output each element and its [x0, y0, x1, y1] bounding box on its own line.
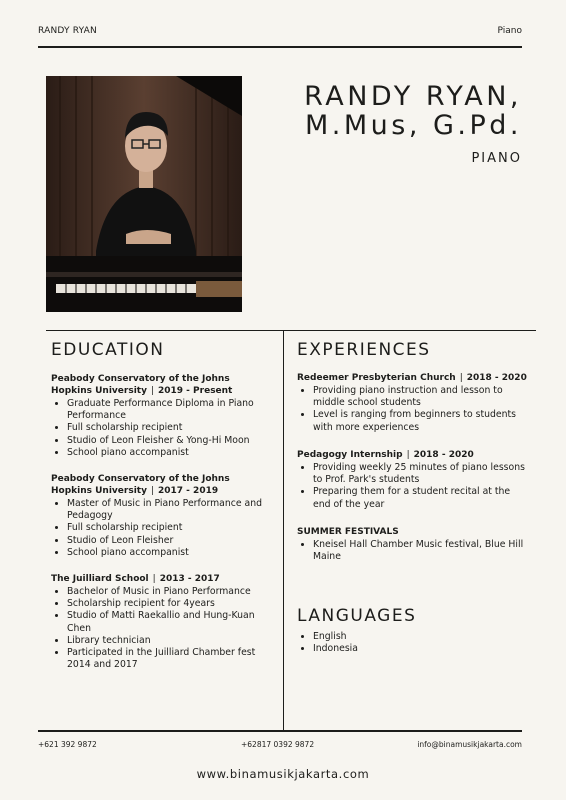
- education-entry-list: [51, 398, 273, 459]
- experience-entry-list: [297, 385, 527, 434]
- experience-entry-title: Pedagogy Internship | 2018 - 2020: [297, 450, 474, 460]
- entry-school-line1: Peabody Conservatory of the Johns: [51, 474, 230, 484]
- list-item: • English: [313, 631, 527, 643]
- entry-org: Pedagogy Internship: [297, 450, 403, 460]
- education-entry-title: The Juilliard School | 2013 - 2017: [51, 574, 220, 584]
- footer-phone-1: +621 392 9872: [38, 740, 97, 749]
- entry-school-line2: Hopkins University: [51, 386, 147, 396]
- education-entry-title: Peabody Conservatory of the Johns Hopkins University | 2017 - 2019: [51, 474, 230, 496]
- experience-entry-2: [297, 449, 527, 511]
- education-heading: EDUCATION: [51, 340, 165, 360]
- experience-entry-1: [297, 372, 527, 434]
- column-divider: [283, 330, 284, 730]
- header-role: Piano: [497, 26, 522, 36]
- hero-name-line1: RANDY RYAN,: [304, 81, 522, 112]
- entry-dates: 2018 - 2020: [466, 373, 527, 383]
- languages-heading: LANGUAGES: [297, 606, 417, 626]
- languages-block: [297, 630, 527, 655]
- list-item: • Indonesia: [313, 643, 527, 655]
- list-item: • Full scholarship recipient: [67, 422, 273, 434]
- list-item: • Studio of Matti Raekallio and Hung-Kuan Chen: [67, 610, 273, 634]
- education-entry-3: [51, 573, 273, 671]
- experience-entry-3: [297, 526, 527, 563]
- footer-phone-2: +62817 0392 9872: [241, 740, 315, 749]
- education-entry-list: [51, 586, 273, 671]
- entry-school-line2: Hopkins University: [51, 486, 147, 496]
- footer-website: www.binamusikjakarta.com: [196, 767, 370, 781]
- entry-dates: 2017 - 2019: [158, 486, 219, 496]
- entry-dates: 2019 - Present: [158, 386, 233, 396]
- entry-school-line1: Peabody Conservatory of the Johns: [51, 374, 230, 384]
- entry-school: The Juilliard School: [51, 574, 149, 584]
- list-item: • Kneisel Hall Chamber Music festival, Blue Hill Maine: [313, 539, 527, 563]
- list-item: • Level is ranging from beginners to students with more experiences: [313, 409, 527, 433]
- list-item: • Providing weekly 25 minutes of piano lessons to Prof. Park's students: [313, 462, 527, 486]
- list-item: • Studio of Leon Fleisher: [67, 535, 273, 547]
- list-item: • Graduate Performance Diploma in Piano Performance: [67, 398, 273, 422]
- list-item: • Master of Music in Piano Performance and Pedagogy: [67, 498, 273, 522]
- languages-list: [297, 631, 527, 655]
- list-item: • Scholarship recipient for 4years: [67, 598, 273, 610]
- entry-dates: 2013 - 2017: [159, 574, 220, 584]
- education-entry-list: [51, 498, 273, 559]
- education-entry-2: [51, 473, 273, 559]
- experience-entry-list: [297, 462, 527, 511]
- list-item: • Library technician: [67, 635, 273, 647]
- list-item: • Preparing them for a student recital at the end of the year: [313, 486, 527, 510]
- hero-role: PIANO: [471, 151, 522, 166]
- list-item: • Providing piano instruction and lesson to middle school students: [313, 385, 527, 409]
- top-divider: [38, 46, 522, 48]
- hero-name: [304, 82, 522, 140]
- list-item: • Full scholarship recipient: [67, 522, 273, 534]
- list-item: • School piano accompanist: [67, 447, 273, 459]
- education-entry-1: [51, 373, 273, 459]
- list-item: • Studio of Leon Fleisher & Yong-Hi Moon: [67, 435, 273, 447]
- list-item: • Bachelor of Music in Piano Performance: [67, 586, 273, 598]
- list-item: • School piano accompanist: [67, 547, 273, 559]
- header-name: RANDY RYAN: [38, 26, 97, 36]
- profile-photo: [46, 76, 242, 312]
- list-item: • Participated in the Juilliard Chamber fest 2014 and 2017: [67, 647, 273, 671]
- education-entry-title: Peabody Conservatory of the Johns Hopkins University | 2019 - Present: [51, 374, 233, 396]
- experiences-heading: EXPERIENCES: [297, 340, 431, 360]
- entry-org: Redeemer Presbyterian Church: [297, 373, 456, 383]
- footer-email: info@binamusikjakarta.com: [417, 740, 522, 749]
- experience-entry-list: [297, 539, 527, 563]
- bottom-divider: [38, 730, 522, 732]
- experience-entry-title: Redeemer Presbyterian Church | 2018 - 2020: [297, 373, 527, 383]
- experience-entry-title: SUMMER FESTIVALS: [297, 527, 399, 537]
- hero-name-line2: M.Mus, G.Pd.: [304, 110, 522, 141]
- entry-dates: 2018 - 2020: [413, 450, 474, 460]
- section-divider: [46, 330, 536, 331]
